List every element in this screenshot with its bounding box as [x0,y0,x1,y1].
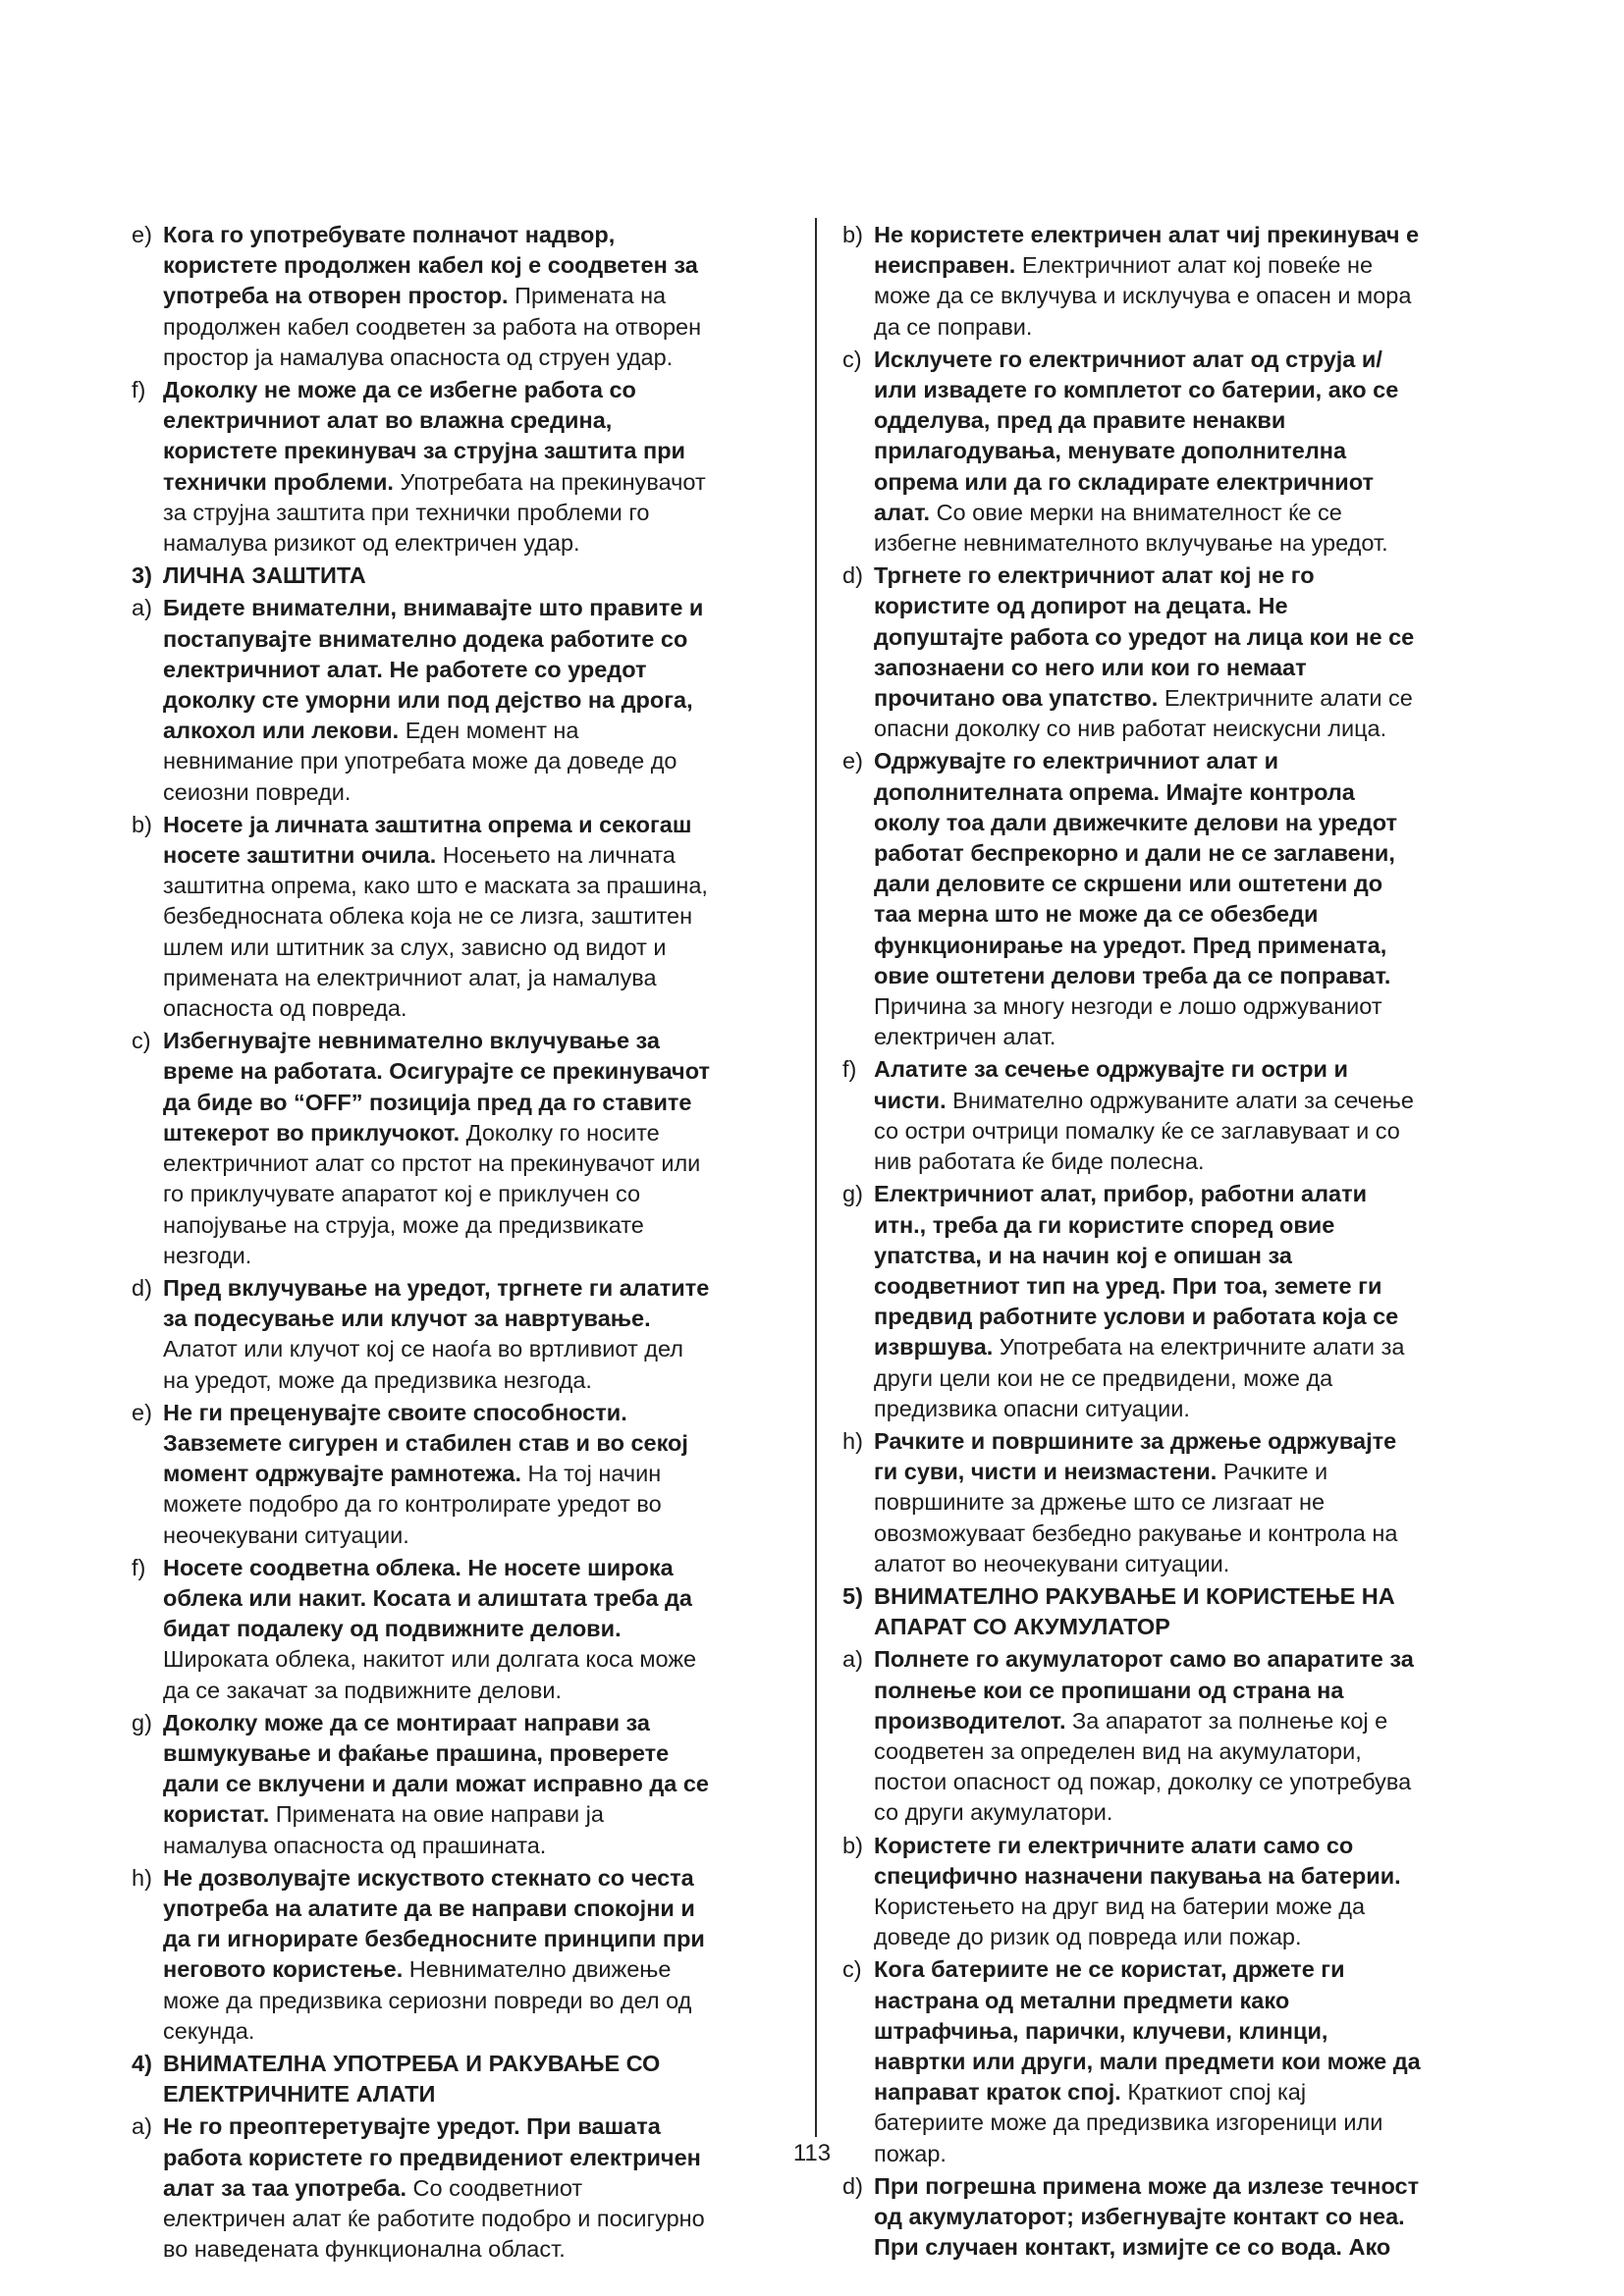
item-text [163,810,711,1024]
item-bold-text: Пред вклучување на уредот, тргнете ги алатите за подесување или клучот за навртување. [163,1274,710,1332]
right-column [842,220,1422,2265]
list-item [132,1398,711,1551]
item-normal-text: Рачките и површините за држење што се лизгаат не овозможуваат безбедно ракување и контрола на алатот во неочекувани ситуации. [874,1459,1398,1576]
item-text [163,593,711,807]
item-letter: b) [842,222,863,247]
item-text [874,1179,1422,1424]
item-text [163,220,711,373]
section-heading-5 [842,1581,1422,1642]
list-item [132,1708,711,1861]
item-bold-text: Кога батериите не се користат, држете ги настрана од метални предмети како штрафчиња, парички, клучеви, клинци, навртки или други, мали предмети кои може да направат краток спој. [874,1956,1421,2106]
item-normal-text: Широката облека, накитот или долгата коса може да се закачат за подвижните делови. [163,1646,697,1703]
item-letter: c) [842,346,862,372]
item-text [163,375,711,559]
item-letter: c) [842,1956,862,1983]
item-normal-text: Примената на продолжен кабел соодветен за работа на отворен простор ја намалува опасноста од струен удар. [163,283,702,370]
item-letter: f) [842,1056,857,1083]
item-normal-text: Користењето на друг вид на батерии може да доведе до ризик од повреда или пожар. [874,1893,1366,1950]
item-text [874,345,1422,559]
list-item [842,746,1422,1052]
list-item [842,1426,1422,1579]
item-bold-text: Бидете внимателни, внимавајте што правите и постапувајте внимателно додека работите со електричниот алат. Не работете со уредот доколку сте уморни или под дејство на дрога, алкохол или лекови. [163,595,704,744]
item-normal-text: Причина за многу незгоди е лошо одржуваниот електричен алат. [874,993,1382,1050]
item-letter: h) [132,1864,152,1891]
section-title: ВНИМАТЕЛНО РАКУВАЊЕ И КОРИСТЕЊЕ НА АПАРАТ СО АКУМУЛАТОР [874,1582,1395,1640]
item-text [163,1398,711,1551]
item-letter: g) [132,1709,152,1735]
section-heading-3 [132,561,711,591]
column-divider [815,218,817,2137]
item-bold-text: Рачките и површините за држење одржувајте ги суви, чисти и неизмастени. [874,1427,1397,1485]
list-item [132,1553,711,1706]
item-normal-text: Еден момент на невнимание при употребата може да доведе до сеиозни повреди. [163,718,677,805]
item-letter: a) [132,595,152,621]
item-bold-text: Одржувајте го електричниот алат и дополнителната опрема. Имајте контрола околу тоа дали движечките делови на уредот работат беспрекорно и дали не се заглавени, дали деловите се скршени или оштетени до таа мерна што не може да се обезбеди функционирање на уредот. Пред примената, овие оштетени делови треба да се поправат. [874,748,1397,988]
list-item [132,1273,711,1396]
item-text [163,1026,711,1271]
list-item [842,220,1422,343]
section-heading-4 [132,2049,711,2109]
item-letter: a) [132,2113,152,2140]
list-item [132,375,711,559]
item-text [874,220,1422,343]
item-bold-text: Алатите за сечење одржувајте ги остри и чисти. [874,1056,1348,1113]
item-bold-text: Користете ги електричните алати само со специфично назначени пакувања на батерии. [874,1832,1401,1889]
item-bold-text: Носете соодветна облека. Не носете широка облека или накит. Косата и алиштата треба да бидат подалеку од подвижните делови. [163,1554,692,1642]
item-bold-text: Тргнете го електричниот алат кој не го користите од допирот на децата. Не допуштајте работа со уредот на лица кои не се запознаени со него или кои го немаат прочитано ова упатство. [874,562,1415,712]
item-normal-text: На тој начин можете подобро да го контролирате уредот во неочекувани ситуации. [163,1461,662,1548]
item-bold-text: Доколку не може да се избегне работа со електричниот алат во влажна средина, користете прекинувач за струјна заштита при технички проблеми. [163,377,686,495]
list-item [842,2171,1422,2264]
item-letter: a) [842,1646,863,1673]
item-bold-text: Носете ја личната заштитна опрема и секогаш носете заштитни очила. [163,811,692,869]
item-bold-text: Не користете електричен алат чиј прекинувач е неисправен. [874,222,1420,279]
item-text [163,1863,711,2047]
item-normal-text: Со овие мерки на внимателност ќе се избегне невнимателното вклучување на уредот. [874,499,1388,557]
item-letter: f) [132,377,146,403]
left-column [132,220,711,2267]
item-text [874,1054,1422,1177]
item-normal-text: Употребата на прекинувачот за струјна заштита при технички проблеми го намалува ризикот од електричен удар. [163,468,706,557]
item-letter: b) [132,811,152,837]
list-item [132,2111,711,2265]
item-text [163,1273,711,1396]
item-normal-text: Алатот или клучот кој се наоѓа во вртливиот дел на уредот, може да предизвика незгода. [163,1336,683,1393]
list-item [132,220,711,373]
item-bold-text: Кога го употребувате полначот надвор, користете продолжен кабел кој е соодветен за употреба на отворен простор. [163,222,698,309]
item-normal-text: Невнимателно движење може да предизвика сериозни повреди во дел од секунда. [163,1956,692,2044]
section-number: 3) [132,562,152,589]
item-bold-text: Доколку може да се монтираат направи за вшмукување и фаќање прашина, проверете дали се вклучени и дали можат исправно да се користат. [163,1709,709,1828]
item-normal-text: За апаратот за полнење кој е соодветен за определен вид на акумулатори, постои опасност од пожар, доколку се употребува со други акумулатори. [874,1707,1412,1826]
item-text [874,746,1422,1052]
item-bold-text: Полнете го акумулаторот само во апаратите за полнење кои се пропишани од страна на производителот. [874,1646,1414,1734]
list-item [842,1644,1422,1828]
item-letter: e) [132,1399,152,1425]
item-text [163,1708,711,1861]
item-letter: e) [842,748,863,774]
item-letter: d) [132,1274,152,1301]
list-item [842,345,1422,559]
section-number: 4) [132,2050,152,2076]
list-item [132,1863,711,2047]
list-item [842,1179,1422,1424]
item-letter: c) [132,1028,151,1054]
item-text [874,1831,1422,1953]
item-normal-text: Примената на овие направи ја намалува опасноста од прашината. [163,1801,604,1858]
section-title: ВНИМАТЕЛНА УПОТРЕБА И РАКУВАЊЕ СО ЕЛЕКТРИЧНИТЕ АЛАТИ [163,2050,661,2108]
item-text [874,1954,1422,2168]
item-normal-text: Внимателно одржуваните алати за сечење со остри очтрици помалку ќе се заглавуваат и со нив работата ќе биде полесна. [874,1087,1414,1175]
item-text [874,1426,1422,1579]
item-letter: f) [132,1554,146,1580]
item-text [874,2171,1422,2264]
item-text [163,2111,711,2265]
item-letter: d) [842,2172,863,2199]
list-item [132,1026,711,1271]
item-bold-text: Избегнувајте невнимателно вклучување за време на работата. Осигурајте се прекинувачот да биде во “OFF” позиција пред да го ставите штекерот во приклучокот. [163,1028,710,1146]
item-text [874,1644,1422,1828]
item-letter: g) [842,1181,863,1207]
item-normal-text: Носењето на личната заштитна опрема, како што е маската за прашина, безбедносната облека која не се лизга, заштитен шлем или штитник за слух, зависно од видот и примената на електричниот алат, ја намалува опасноста од повреда. [163,842,708,1022]
item-letter: e) [132,222,152,247]
list-item [842,1054,1422,1177]
item-letter: d) [842,562,863,589]
page-number: 113 [792,2140,832,2166]
item-bold-text: Исклучете го електричниот алат од струја и/или извадете го комплетот со батерии, ако се одделува, пред да правите ненакви прилагодувања, менувате дополнителна опрема или да го складирате електричниот алат. [874,346,1399,525]
item-text [163,1553,711,1706]
list-item [842,1831,1422,1953]
item-bold-text: Не дозволувајте искуството стекнато со честа употреба на алатите да ве направи спокојни и да ги игнорирате безбедносните принципи при неговото користење. [163,1864,705,1983]
item-normal-text: Со соодветниот електричен алат ќе работите подобро и посигурно во наведената функционална област. [163,2174,705,2263]
item-normal-text: Употребата на електричните алати за други цели кои не се предвидени, може да предизвика опасни ситуации. [874,1334,1405,1421]
list-item [842,561,1422,744]
item-normal-text: Електричниот алат кој повеќе не може да се вклучува и исклучува е опасен и мора да се поправи. [874,252,1412,340]
item-normal-text: Електричните алати се опасни доколку со нив работат неискусни лица. [874,685,1413,742]
item-bold-text: Електричниот алат, прибор, работни алати итн., треба да ги користите според овие упатства, и на начин кој е опишан за соодветниот тип на уред. При тоа, земете ги предвид работните услови и работата која се извршува. [874,1181,1399,1361]
item-bold-text: Не ги преценувајте своите способности. Завземете сигурен и стабилен став и во секој момент одржувајте рамнотежа. [163,1399,688,1487]
list-item [132,810,711,1024]
item-letter: h) [842,1427,863,1454]
section-title: ЛИЧНА ЗАШТИТА [163,562,366,589]
item-text [874,561,1422,744]
section-number: 5) [842,1582,863,1609]
list-item [132,593,711,807]
item-letter: b) [842,1832,863,1858]
item-normal-text: Краткиот спој кај батериите може да предизвика изгореници или пожар. [874,2079,1383,2166]
item-bold-text: При погрешна примена може да излезе течност од акумулаторот; избегнувајте контакт со неа. При случаен контакт, измијте се со вода. Ако [874,2172,1420,2261]
item-normal-text: Доколку го носите електричниот алат со прстот на прекинувачот или го приклучувате апаратот кој е приклучен со напојување на струја, може да предизвикате незгоди. [163,1119,701,1268]
item-bold-text: Не го преоптеретувајте уредот. При вашата работа користете го предвидениот електричен алат за таа употреба. [163,2113,701,2201]
list-item [842,1954,1422,2168]
